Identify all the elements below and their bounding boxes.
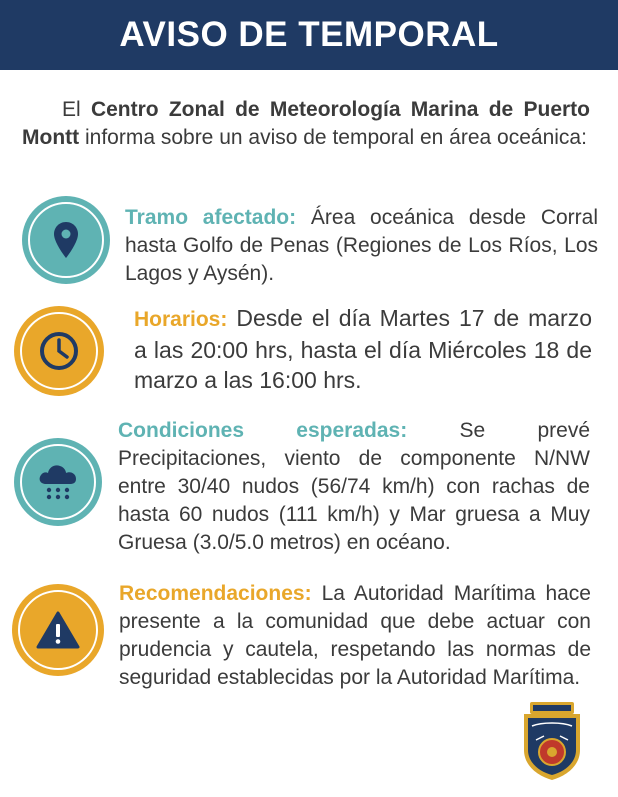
section-condiciones-label: Condiciones esperadas: [118, 419, 408, 442]
section-condiciones [118, 417, 590, 557]
header-banner [0, 0, 618, 70]
armada-seal-icon [520, 700, 584, 782]
clock-icon [14, 306, 104, 396]
section-condiciones-text: Se prevé Precipitaciones, viento de componente N/NW entre 30/40 nudos (56/74 km/h) con rachas de hasta 60 nudos (111 km/h) y Mar gruesa a Muy Gruesa (3.0/5.0 metros) en océano. [118, 419, 590, 554]
section-tramo-text: Área oceánica desde Corral hasta Golfo de Penas (Regiones de Los Ríos, Los Lagos y Aysén). [125, 206, 598, 285]
rain-cloud-icon [14, 438, 102, 526]
section-recomendaciones-label: Recomendaciones: [119, 582, 312, 605]
intro-prefix: El [62, 98, 91, 121]
section-horarios [134, 303, 592, 395]
intro-paragraph [22, 96, 590, 152]
page-title: AVISO DE TEMPORAL [119, 15, 499, 54]
section-tramo [125, 204, 598, 288]
intro-org: Centro Zonal de Meteorología Marina de Puerto Montt [22, 98, 590, 149]
section-recomendaciones-text: La Autoridad Marítima hace presente a la comunidad que debe actuar con prudencia y cautela, respetando las normas de seguridad establecidas por la Autoridad Marítima. [119, 582, 591, 689]
intro-suffix: informa sobre un aviso de temporal en área oceánica: [79, 126, 587, 149]
section-tramo-label: Tramo afectado: [125, 206, 297, 229]
location-pin-icon [22, 196, 110, 284]
warning-icon [12, 584, 104, 676]
section-recomendaciones [119, 580, 591, 692]
section-horarios-label: Horarios: [134, 308, 228, 331]
section-horarios-text: Desde el día Martes 17 de marzo a las 20:00 hrs, hasta el día Miércoles 18 de marzo a las 16:00 hrs. [134, 305, 592, 393]
